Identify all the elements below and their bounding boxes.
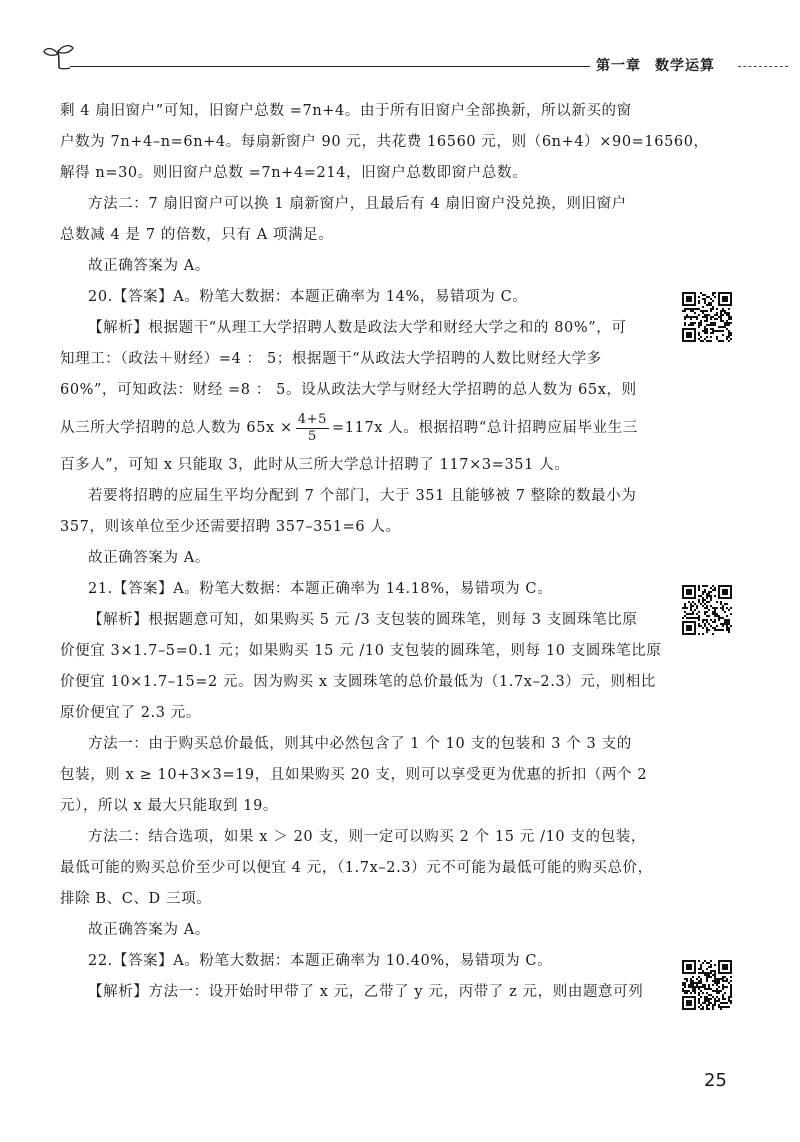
- text-line: 解得 n=30。则旧窗户总数 =7n+4=214，旧窗户总数即窗户总数。: [60, 165, 528, 181]
- text-line: 百多人”，可知 x 只能取 3，此时从三所大学总计招聘了 117×3=351 人。: [60, 457, 570, 473]
- text-line: 60%”，可知政法：财经 =8 ： 5。设从政法大学与财经大学招聘的总人数为 65x，则: [60, 382, 637, 398]
- sprout-logo-icon: [42, 42, 76, 72]
- question-22-analysis: 【解析】方法一：设开始时甲带了 x 元，乙带了 y 元，丙带了 z 元，则由题意可列: [88, 984, 644, 1000]
- qr-code-icon[interactable]: [682, 585, 732, 635]
- chapter-title: 数学运算: [655, 58, 715, 74]
- question-21-answer: 21.【答案】A。粉笔大数据：本题正确率为 14.18%，易错项为 C。: [88, 581, 553, 597]
- question-21-analysis: 【解析】根据题意可知，如果购买 5 元 /3 支包装的圆珠笔，则每 3 支圆珠笔比原: [88, 612, 638, 628]
- method-two-paragraph: 方法二：结合选项，如果 x ＞ 20 支，则一定可以购买 2 个 15 元 /10 支的包装，: [88, 829, 646, 845]
- text-line: 元），所以 x 最大只能取到 19。: [60, 798, 279, 814]
- qr-code-icon[interactable]: [682, 960, 732, 1010]
- page-body: [60, 96, 709, 1008]
- chapter-heading: [596, 55, 715, 75]
- text-line: 最低可能的购买总价至少可以便宜 4 元，（1.7x–2.3）元不可能为最低可能的购买总价，: [60, 860, 653, 876]
- method-one-paragraph: 方法一：由于购买总价最低，则其中必然包含了 1 个 10 支的包装和 3 个 3 支的: [88, 736, 632, 752]
- question-20-analysis: 【解析】根据题干“从理工大学招聘人数是政法大学和财经大学之和的 80%”，可: [88, 320, 627, 336]
- text-line: 原价便宜了 2.3 元。: [60, 705, 201, 721]
- question-22-answer: 22.【答案】A。粉笔大数据：本题正确率为 10.40%，易错项为 C。: [88, 953, 553, 969]
- header-rule: [70, 66, 590, 67]
- page-number: 25: [704, 1070, 727, 1091]
- question-20-answer: 20.【答案】A。粉笔大数据：本题正确率为 14%，易错项为 C。: [88, 289, 528, 305]
- fraction: [296, 412, 329, 445]
- text-line: 剩 4 扇旧窗户”可知，旧窗户总数 =7n+4。由于所有旧窗户全部换新，所以新买的窗: [60, 103, 632, 119]
- text-line: 知理工：（政法＋财经）=4 ： 5；根据题干“从政法大学招聘的人数比财经大学多: [60, 351, 602, 367]
- text-segment: 从三所大学招聘的总人数为 65x ×: [60, 420, 293, 436]
- answer-conclusion: 故正确答案为 A。: [88, 258, 210, 274]
- text-line: 排除 B、C、D 三项。: [60, 891, 212, 907]
- text-line: 包装，则 x ≥ 10+3×3=19，且如果购买 20 支，则可以享受更为优惠的折扣（两个 2: [60, 767, 648, 783]
- text-line: 户数为 7n+4–n=6n+4。每扇新窗户 90 元，共花费 16560 元，则（6n+4）×90=16560，: [60, 134, 709, 150]
- fraction-numerator: 4+5: [297, 411, 328, 427]
- qr-code-icon[interactable]: [682, 292, 732, 342]
- text-line: 价便宜 10×1.7–15=2 元。因为购买 x 支圆珠笔的总价最低为（1.7x–2.3）元，则相比: [60, 674, 656, 690]
- fraction-line: [60, 406, 654, 450]
- fraction-denominator: 5: [307, 428, 317, 444]
- text-line: 357，则该单位至少还需要招聘 357–351=6 人。: [60, 519, 401, 535]
- header-dashed-rule: [738, 66, 788, 67]
- text-segment: =117x 人。根据招聘“总计招聘应届毕业生三: [332, 420, 638, 436]
- chapter-number: 第一章: [596, 58, 641, 74]
- answer-conclusion: 故正确答案为 A。: [88, 550, 210, 566]
- answer-conclusion: 故正确答案为 A。: [88, 922, 210, 938]
- text-line: 价便宜 3×1.7–5=0.1 元；如果购买 15 元 /10 支包装的圆珠笔，则每 10 支圆珠笔比原: [60, 643, 662, 659]
- text-line: 若要将招聘的应届生平均分配到 7 个部门，大于 351 且能够被 7 整除的数最小为: [88, 488, 637, 504]
- text-line: 总数减 4 是 7 的倍数，只有 A 项满足。: [60, 227, 334, 243]
- method-two-paragraph: 方法二：7 扇旧窗户可以换 1 扇新窗户，且最后有 4 扇旧窗户没兑换，则旧窗户: [88, 196, 627, 212]
